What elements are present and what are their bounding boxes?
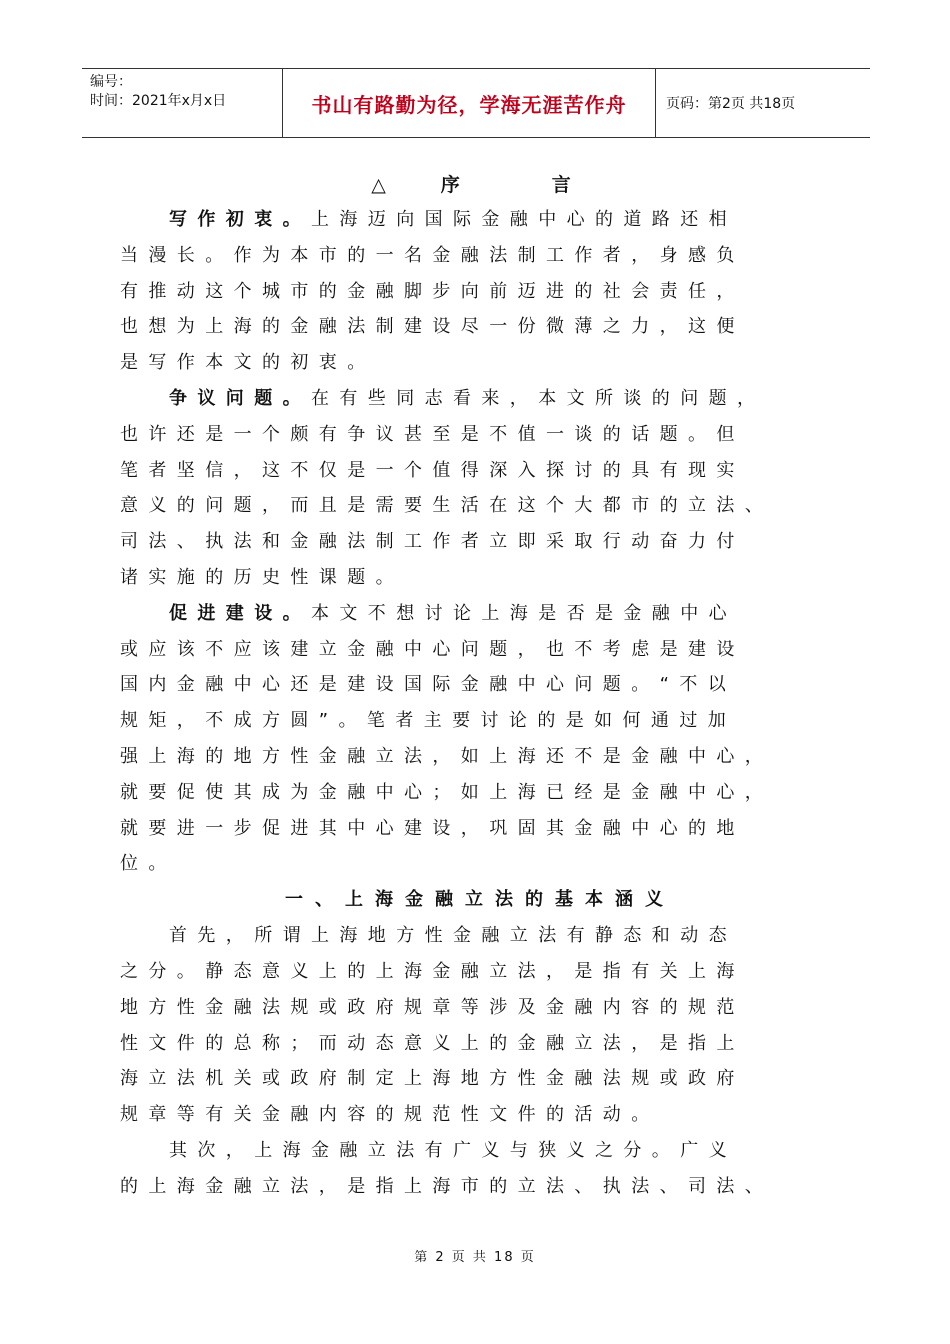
paragraph-line: 的上海金融立法，是指上海市的立法、执法、司法、	[120, 1175, 774, 1197]
paragraph-line: 海立法机关或政府制定上海地方性金融法规或政府	[120, 1068, 745, 1090]
paragraph-text: 在有些同志看来，本文所谈的问题，	[311, 387, 766, 409]
paragraph-line: 规矩，不成方圆”。笔者主要讨论的是如何通过加	[120, 710, 737, 732]
paragraph-line: 位。	[120, 853, 177, 875]
paragraph-line: 诸实施的历史性课题。	[120, 566, 404, 588]
paragraph-text: 上海迈向国际金融中心的道路还相	[311, 209, 737, 230]
paragraph-line	[120, 202, 840, 238]
paragraph-line: 国内金融中心还是建设国际金融中心问题。“不以	[120, 674, 737, 696]
paragraph-line: 就要进一步促进其中心建设，巩固其金融中心的地	[120, 817, 745, 839]
time-label: 时间：2021年x月x日	[90, 93, 227, 109]
paragraph-heading: 促进建设。	[169, 602, 311, 624]
paragraph-line: 也许还是一个颇有争议甚至是不值一谈的话题。但	[120, 423, 745, 445]
paragraph-line: 有推动这个城市的金融脚步向前迈进的社会责任，	[120, 280, 745, 302]
header-right-cell	[656, 69, 870, 137]
header-table	[82, 68, 870, 138]
paragraph-line: 是写作本文的初衷。	[120, 352, 376, 374]
header-motto-cell	[282, 69, 656, 137]
paragraph-line: 当漫长。作为本市的一名金融法制工作者，身感负	[120, 244, 745, 266]
paragraph-text: 本文不想讨论上海是否是金融中心	[311, 602, 737, 624]
paragraph-line: 意义的问题，而且是需要生活在这个大都市的立法、	[120, 495, 774, 517]
paragraph-line: 司法、执法和金融法制工作者立即采取行动奋力付	[120, 531, 745, 553]
page-info: 页码：第2页 共18页	[666, 96, 796, 112]
paragraph-line: 或应该不应该建立金融中心问题，也不考虑是建设	[120, 638, 745, 660]
number-label: 编号：	[90, 74, 132, 90]
paragraph-line: 其次，上海金融立法有广义与狭义之分。广义	[169, 1139, 737, 1161]
paragraph-line: 性文件的总称；而动态意义上的金融立法，是指上	[120, 1032, 745, 1054]
paragraph-line	[120, 596, 840, 632]
paragraph-line: 之分。静态意义上的上海金融立法，是指有关上海	[120, 960, 745, 982]
paragraph-line: 地方性金融法规或政府规章等涉及金融内容的规范	[120, 996, 745, 1018]
document-body	[120, 168, 840, 1205]
paragraph-line	[120, 381, 840, 417]
paragraph-line: 强上海的地方性金融立法，如上海还不是金融中心，	[120, 745, 774, 767]
doc-title: △ 序 言	[371, 174, 589, 196]
motto: 书山有路勤为径，学海无涯苦作舟	[311, 92, 627, 117]
paragraph-line: 就要促使其成为金融中心；如上海已经是金融中心，	[120, 781, 774, 803]
page-footer: 第 2 页 共 18 页	[414, 1250, 536, 1265]
paragraph-line: 首先，所谓上海地方性金融立法有静态和动态	[169, 925, 737, 947]
header-left-cell	[82, 69, 282, 137]
paragraph-heading: 写作初衷。	[169, 209, 311, 230]
paragraph-line: 笔者坚信，这不仅是一个值得深入探讨的具有现实	[120, 459, 745, 481]
paragraph-heading: 争议问题。	[169, 387, 311, 409]
section-title: 一、上海金融立法的基本涵义	[285, 889, 675, 911]
paragraph-line: 也想为上海的金融法制建设尽一份微薄之力，这便	[120, 316, 745, 338]
paragraph-line: 规章等有关金融内容的规范性文件的活动。	[120, 1104, 660, 1126]
